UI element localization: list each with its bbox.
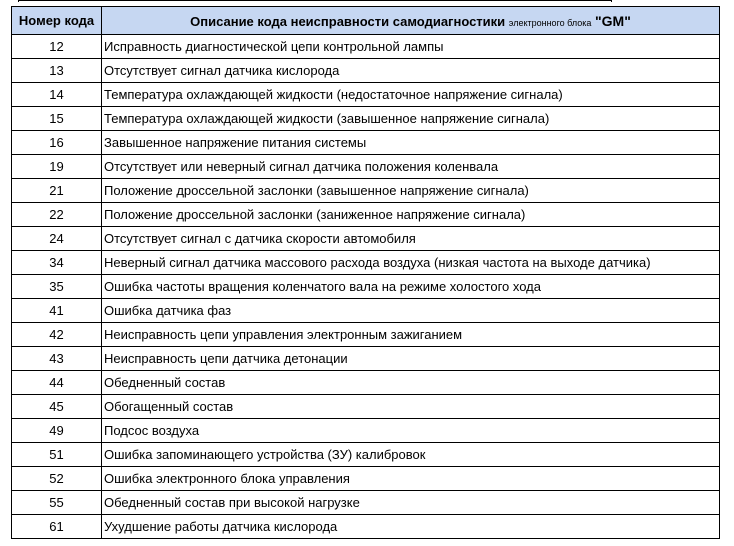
code-cell: 49 [12,419,102,443]
description-cell: Ошибка частоты вращения коленчатого вала на режиме холостого хода [102,275,720,299]
code-cell: 51 [12,443,102,467]
code-cell: 35 [12,275,102,299]
table-row [12,203,720,227]
description-cell: Температура охлаждающей жидкости (недостаточное напряжение сигнала) [102,83,720,107]
table-row [12,155,720,179]
column-header-description [102,7,720,35]
fault-code-table [11,6,720,539]
code-cell: 52 [12,467,102,491]
table-row [12,107,720,131]
table-row [12,515,720,539]
table-row [12,347,720,371]
description-cell: Подсос воздуха [102,419,720,443]
description-cell: Обедненный состав [102,371,720,395]
table-row [12,83,720,107]
table-row [12,251,720,275]
table-row [12,179,720,203]
description-cell: Неверный сигнал датчика массового расхода воздуха (низкая частота на выходе датчика) [102,251,720,275]
table-row [12,371,720,395]
table-row [12,131,720,155]
table-row [12,443,720,467]
description-cell: Ошибка датчика фаз [102,299,720,323]
description-cell: Ухудшение работы датчика кислорода [102,515,720,539]
column-header-code: Номер кода [12,7,102,35]
description-cell: Неисправность цепи датчика детонации [102,347,720,371]
table-row [12,491,720,515]
code-cell: 19 [12,155,102,179]
code-cell: 13 [12,59,102,83]
description-cell: Отсутствует или неверный сигнал датчика положения коленвала [102,155,720,179]
description-cell: Отсутствует сигнал датчика кислорода [102,59,720,83]
code-cell: 14 [12,83,102,107]
table-row [12,395,720,419]
header-desc-brand: "GM" [595,12,631,29]
table-row [12,59,720,83]
description-cell: Отсутствует сигнал с датчика скорости автомобиля [102,227,720,251]
table-row [12,35,720,59]
code-cell: 21 [12,179,102,203]
code-cell: 24 [12,227,102,251]
description-cell: Обедненный состав при высокой нагрузке [102,491,720,515]
code-cell: 43 [12,347,102,371]
code-cell: 34 [12,251,102,275]
code-cell: 61 [12,515,102,539]
description-cell: Завышенное напряжение питания системы [102,131,720,155]
table-row [12,323,720,347]
code-cell: 42 [12,323,102,347]
description-cell: Неисправность цепи управления электронным зажиганием [102,323,720,347]
table-row [12,227,720,251]
code-cell: 41 [12,299,102,323]
description-cell: Ошибка запоминающего устройства (ЗУ) калибровок [102,443,720,467]
description-cell: Исправность диагностической цепи контрольной лампы [102,35,720,59]
table-body [12,35,720,539]
code-cell: 12 [12,35,102,59]
header-desc-small: электронного блока [508,17,592,28]
code-cell: 22 [12,203,102,227]
table-row [12,467,720,491]
table-row [12,419,720,443]
code-cell: 16 [12,131,102,155]
description-cell: Температура охлаждающей жидкости (завышенное напряжение сигнала) [102,107,720,131]
code-cell: 45 [12,395,102,419]
table-row [12,275,720,299]
description-cell: Ошибка электронного блока управления [102,467,720,491]
top-border-fragment [18,0,612,2]
description-cell: Положение дроссельной заслонки (завышенное напряжение сигнала) [102,179,720,203]
code-cell: 15 [12,107,102,131]
header-desc-main: Описание кода неисправности самодиагностики [190,13,506,29]
code-cell: 55 [12,491,102,515]
description-cell: Обогащенный состав [102,395,720,419]
code-cell: 44 [12,371,102,395]
table-header-row [12,7,720,35]
table-row [12,299,720,323]
description-cell: Положение дроссельной заслонки (заниженное напряжение сигнала) [102,203,720,227]
